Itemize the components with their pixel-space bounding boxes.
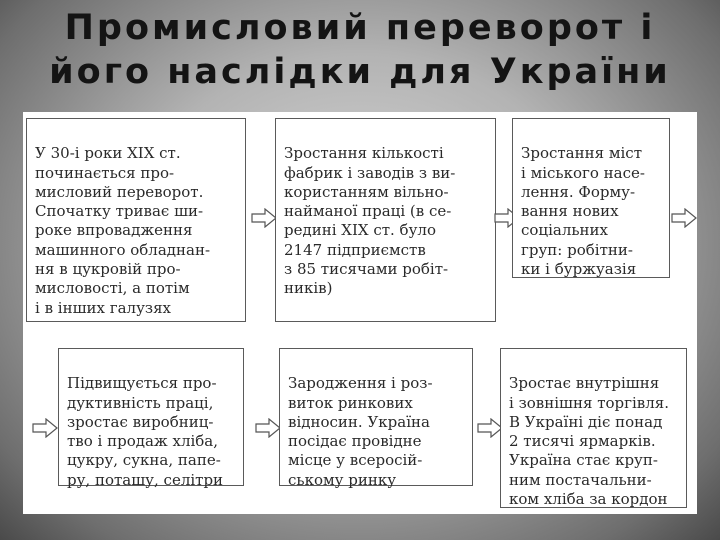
arrow-right-icon [671, 208, 697, 228]
box-text: Зростання міст і міського насе- лення. Форму- вання нових соціальних груп: робітни- ки і буржуазія [521, 144, 645, 279]
box-text: Зростає внутрішня і зовнішня торгівля. В Україні діє понад 2 тисячі ярмарків. Україна стає круп- ним постачальни- ком хліба за кордон [509, 374, 669, 509]
box-market-relations [279, 348, 473, 489]
slide-title-line-2: його наслідки для України [49, 52, 671, 92]
box-text: Зростання кількості фабрик і заводів з ви- користанням вільно- найманої праці (в се- редині XIX ст. було 2147 підприємств з 85 тисячами робіт- ників) [284, 144, 456, 298]
slide-title [0, 6, 720, 94]
flow-diagram [23, 112, 697, 514]
box-industrial-revolution-start [26, 118, 246, 322]
box-trade-growth [500, 348, 687, 508]
box-text: Підвищується про- дуктивність праці, зростає виробниц- тво і продаж хліба, цукру, сукна, папе- ру, поташу, селітри [67, 374, 224, 489]
box-urban-growth [512, 118, 670, 278]
box-productivity-growth [58, 348, 244, 489]
box-text: У 30-і роки XIX ст. починається про- мисловий переворот. Спочатку триває ши- роке впровадження машинного обладнан- ня в цукровій про- мисловості, а потім і в інших галузях [35, 144, 211, 317]
box-text: Зародження і роз- виток ринкових відносин. Україна посідає провідне місце у всеросій- ському ринку [288, 374, 433, 489]
arrow-right-icon [255, 418, 281, 438]
arrow-right-icon [32, 418, 58, 438]
box-factory-growth [275, 118, 496, 322]
arrow-right-icon [251, 208, 277, 228]
slide-title-line-1: Промисловий переворот і [64, 8, 656, 48]
